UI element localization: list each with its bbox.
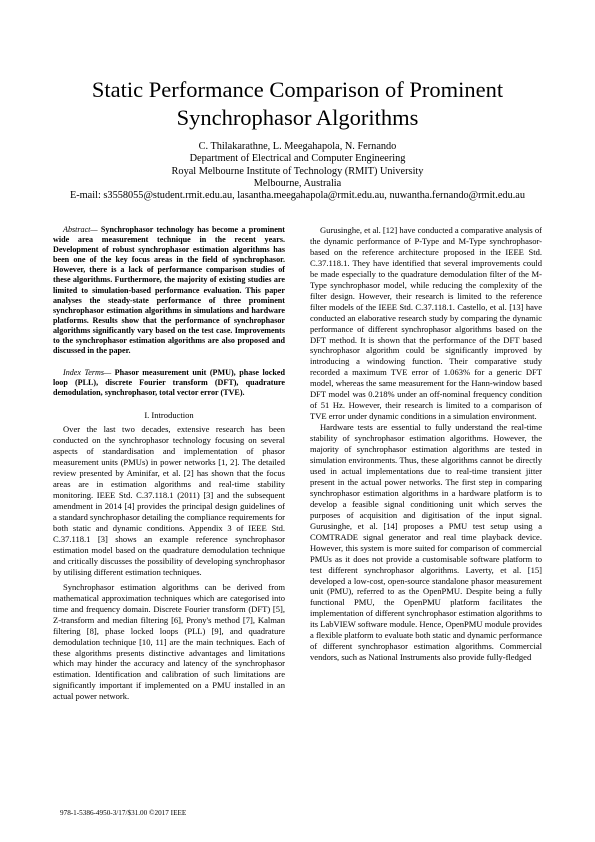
index-terms-label: Index Terms— [63,368,112,378]
body-paragraph: Synchrophasor estimation algorithms can be derived from mathematical approximation techniques which are categorised into time and frequency domain. Discrete Fourier transform (DFT) [5], Z-transform and median filtering [6], Prony's method [7], Kalman filtering [8], phase locked loops (PLL) [9], and quadrature demodulation technique [10, 11] are the main techniques. Each of these algorithms presents distinctive advantages and limitations which may hinder the accuracy and latency of the synchrophasor estimation. Identification and calibration of such limitations are significantly important if implemented on a PMU installed in an actual power network. [53,581,285,702]
author-emails: E-mail: s3558055@student.rmit.edu.au, lasantha.meegahapola@rmit.edu.au, nuwantha.fernando@rmit.edu.au [69,190,526,202]
body-paragraph: Hardware tests are essential to fully understand the real-time stability of synchrophasor estimation algorithms. However, the majority of synchrophasor estimation algorithms are tested in simulation environments. Thus, these algorithms cannot be directly used in actual implementations due to real-time transient jitter present in the actual power networks. The first step in comparing synchrophasor estimation algorithms in a hardware platform is to develop a feasible signal conditioning unit which serves the purposes of acquisition and digitisation of the input signal. Gurusinghe, et al. [14] proposes a PMU test setup using a COMTRADE signal generator and real time playback device. However, this system is more suited for comparison of commercial PMUs as it does not provide a customisable software platform to test different synchrophasor algorithms. Laverty, et al. [15] developed a low-cost, open-source standalone phasor measurement unit (PMU), referred to as the OpenPMU. Despite being a fully functional PMU, the OpenPMU platform facilitates the implementation of different synchrophasor estimation algorithms to its LabVIEW software module. Hence, OpenPMU module provides a flexible platform to evaluate both static and dynamic performance of different synchrophasor estimation algorithms. Commercial vendors, such as National Instruments also provide fully-fledged [310,422,542,663]
abstract [53,225,285,356]
author-institute: Royal Melbourne Institute of Technology (RMIT) University [171,165,424,177]
index-terms [53,368,285,398]
right-column [310,225,542,663]
author-location: Melbourne, Australia [253,177,342,189]
title-line-2: Synchrophasor Algorithms [176,105,419,130]
abstract-text: Synchrophasor technology has become a prominent wide area measurement technique in the recent years. Development of robust synchrophasor estimation algorithms has been one of the key focus areas in the field of synchrophasor. However, there is a lack of performance comparison studies of these algorithms. Furthermore, the majority of existing studies are limited to simulation-based performance evaluation. This paper analyses the steady-state performance of three prominent synchrophasor estimation algorithms in simulations and hardware platforms. Results show that the performance of synchrophasor algorithms significantly vary based on the test case. Improvements to the synchrophasor estimation algorithms are also proposed and discussed in the paper. [53,225,285,356]
index-terms-text: Phasor measurement unit (PMU), phase locked loop (PLL), discrete Fourier transform (DFT), quadrature demodulation, synchrophasor, total vector error (TVE). [53,368,285,398]
title-line-1: Static Performance Comparison of Prominent [91,77,504,102]
abstract-label: Abstract— [63,225,98,234]
author-block [40,141,555,202]
copyright-footer: 978-1-5386-4950-3/17/$31.00 ©2017 IEEE [60,809,187,817]
author-names: C. Thilakarathne, L. Meegahapola, N. Fernando [198,141,397,152]
author-department: Department of Electrical and Computer Engineering [189,153,406,165]
body-paragraph: Gurusinghe, et al. [12] have conducted a comparative analysis of the dynamic performance of P-Type and M-Type synchrophasor-based on the reference architecture proposed in the IEEE Std. C.37.118.1. They have identified that several improvements could be made especially to the quadrature demodulation filter of the M-Type synchrophasor model, while reducing the complexity of the filter design. However, their research is limited to the reference filter models of the IEEE Std. C.37.118.1. Castello, et al. [13] have conducted an elaborative research study by comparing the dynamic performance of different synchrophasor algorithms based on the DFT method. It is shown that the performance of the DFT based synchrophasor algorithm could be significantly improved by introducing a windowing function. Their comparative study recorded a maximum TVE error of 1.063% for a generic DFT model, whereas the same measurement for the Hann-window based DFT model was 0.218% under an off-nominal frequency condition of 51 Hz. However, their research is limited to a comparison of TVE error under dynamic conditions in a simulation environment. [310,225,542,422]
body-paragraph: Over the last two decades, extensive research has been conducted on the synchrophasor technology focusing on several aspects of standardisation and implementation of phasor measurement units (PMUs) in power networks [1, 2]. The detailed review presented by Aminifar, et al. [2] has shown that the focus areas are in estimation algorithms and real-time stability monitoring. IEEE Std. C.37.118.1 (2011) [3] and the subsequent amendment in 2014 [4] provides the principal design guidelines of a standard synchrophasor detailing the compliance requirements for both static and dynamic conditions. Appendix 3 of IEEE Std. C.37.118.1 [3] shows an example reference synchrophasor estimation model based on the quadrature demodulation technique and critically discusses the possibility of developing synchrophasor by utilising different estimation techniques. [53,424,285,577]
section-heading-introduction: I. Introduction [144,409,194,420]
paper-title [40,76,555,132]
left-column [53,225,285,702]
